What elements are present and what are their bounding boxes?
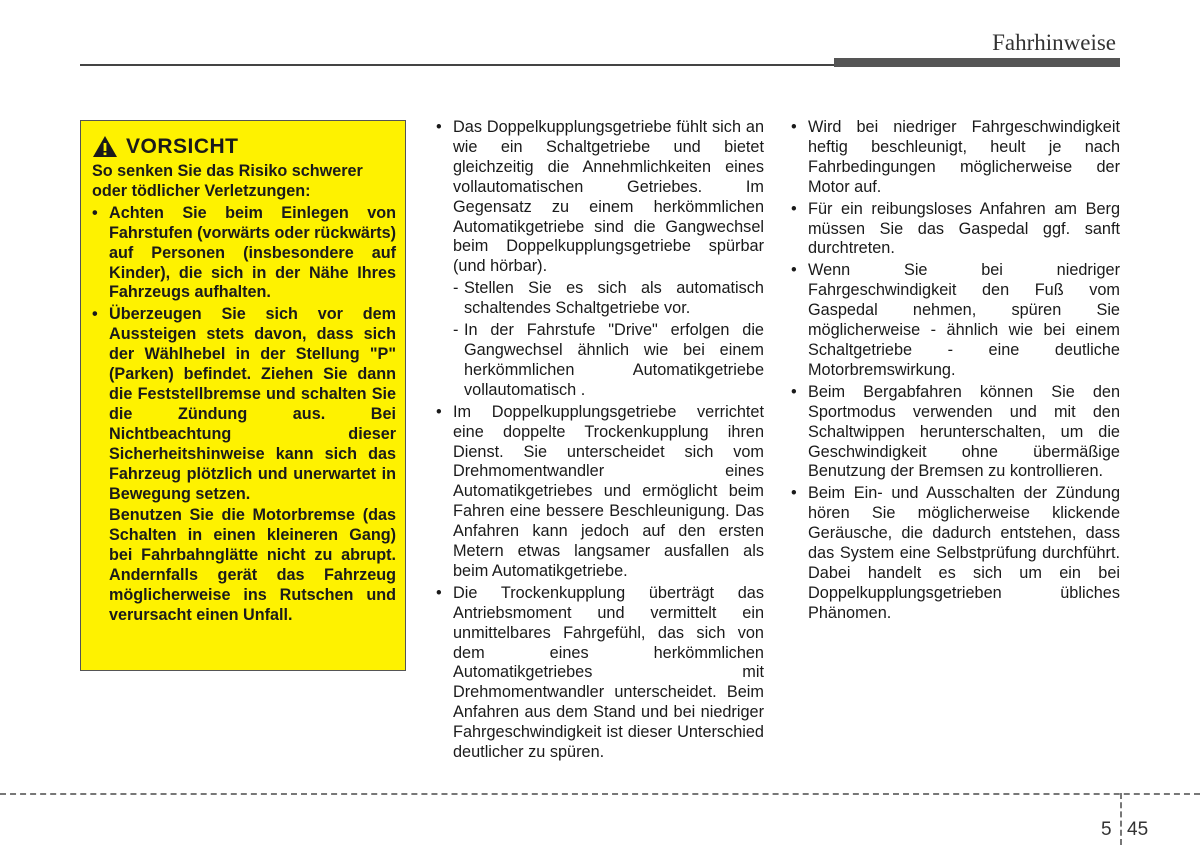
page-number: 45 <box>1127 819 1149 840</box>
sub-item-dash: - <box>453 321 459 340</box>
sub-item-text: In der Fahrstufe "Drive" erfolgen die Gangwechsel ähnlich wie bei einem herkömmlichen Automatikgetriebe vollautomatisch . <box>464 321 764 399</box>
list-item: • Im Doppelkupplungsgetriebe verrichtet eine doppelte Trockenkupplung ihren Dienst. Sie unterscheidet sich vom Drehmomentwandler eines Automatikgetriebes und ermöglicht beim Fahren eine bessere Beschleunigung. Das Anfahren kann jedoch auf den ersten Metern etwas langsamer ausfallen als beim Automatikgetriebe. <box>436 403 764 582</box>
warning-title: VORSICHT <box>126 134 239 158</box>
list-item <box>436 118 764 401</box>
list-item: • Die Trockenkupplung überträgt das Antriebsmoment und vermittelt ein unmittelbares Fahrgefühl, das sich von dem eines herkömmlichen Automatikgetriebes mit Drehmomentwandler unterscheidet. Beim Anfahren aus dem Stand und bei niedriger Fahrgeschwindigkeit ist dieser Unterschied deutlicher zu spüren. <box>436 584 764 763</box>
bullet-text: • Das Doppelkupplungsgetriebe fühlt sich an wie ein Schaltgetriebe und bietet gleichzeitig die Annehmlichkeiten eines vollautomatischen Getriebes. Im Gegensatz zu einem herkömmlichen Automatikgetriebe sind die Gangwechsel beim Doppelkupplungsgetriebe spürbar (und hörbar). <box>453 118 764 276</box>
right-column <box>791 118 1120 626</box>
middle-column <box>436 118 764 765</box>
list-item: • Beim Bergabfahren können Sie den Sportmodus verwenden und mit den Schaltwippen herunterschalten, um die Geschwindigkeit ohne übermäßige Benutzung der Bremsen zu kontrollieren. <box>791 383 1120 483</box>
right-bullet-list <box>791 118 1120 624</box>
sub-item-dash: - <box>453 279 459 298</box>
list-item: • Wenn Sie bei niedriger Fahrgeschwindigkeit den Fuß vom Gaspedal nehmen, spüren Sie möglicherweise - ähnlich wie bei einem Schaltgetriebe - eine deutliche Motorbremswirkung. <box>791 261 1120 380</box>
chapter-number: 5 <box>1101 819 1112 840</box>
warning-item: • Überzeugen Sie sich vor dem Aussteigen stets davon, dass sich der Wählhebel in der Stellung "P" (Parken) befindet. Ziehen Sie dann die Feststellbremse und schalten Sie die Zündung aus. Bei Nichtbeachtung dieser Sicherheitshinweise kann sich das Fahrzeug plötzlich und unerwartet in Bewegung setzen. <box>92 305 396 504</box>
warning-box <box>80 120 406 671</box>
warning-triangle-icon <box>92 135 118 158</box>
warning-intro: So senken Sie das Risiko schwerer oder tödlicher Verletzungen: <box>92 162 363 200</box>
footer-page-divider <box>1120 793 1122 845</box>
footer-dashed-rule <box>0 793 1200 795</box>
header-rule-thick <box>834 58 1120 67</box>
warning-header <box>92 135 396 158</box>
middle-bullet-list <box>436 118 764 763</box>
warning-item: • Achten Sie beim Einlegen von Fahrstufen (vorwärts oder rückwärts) auf Personen (insbesondere auf Kinder), die sich in der Nähe Ihres Fahrzeugs aufhalten. <box>92 204 396 304</box>
warning-extra-paragraph: Benutzen Sie die Motorbremse (das Schalten in einen kleineren Gang) bei Fahrbahnglätte nicht zu abrupt. Andernfalls gerät das Fahrzeug möglicherweise ins Rutschen und verursacht einen Unfall. <box>109 506 396 624</box>
warning-list <box>92 204 396 505</box>
sub-item <box>453 279 764 319</box>
sub-item <box>453 321 764 401</box>
header-rule-thin <box>80 64 835 66</box>
page-header-title: Fahrhinweise <box>992 30 1116 55</box>
list-item: • Für ein reibungsloses Anfahren am Berg müssen Sie das Gaspedal ggf. sanft durchtreten. <box>791 200 1120 260</box>
list-item: • Beim Ein- und Ausschalten der Zündung hören Sie möglicherweise klickende Geräusche, die dadurch entstehen, dass das System eine Selbstprüfung durchführt. Dabei handelt es sich um ein bei Doppelkupplungsgetrieben übliches Phänomen. <box>791 484 1120 623</box>
sub-item-text: Stellen Sie es sich als automatisch schaltendes Schaltgetriebe vor. <box>464 279 764 318</box>
list-item: • Wird bei niedriger Fahrgeschwindigkeit heftig beschleunigt, heult je nach Fahrbedingungen möglicherweise der Motor auf. <box>791 118 1120 198</box>
